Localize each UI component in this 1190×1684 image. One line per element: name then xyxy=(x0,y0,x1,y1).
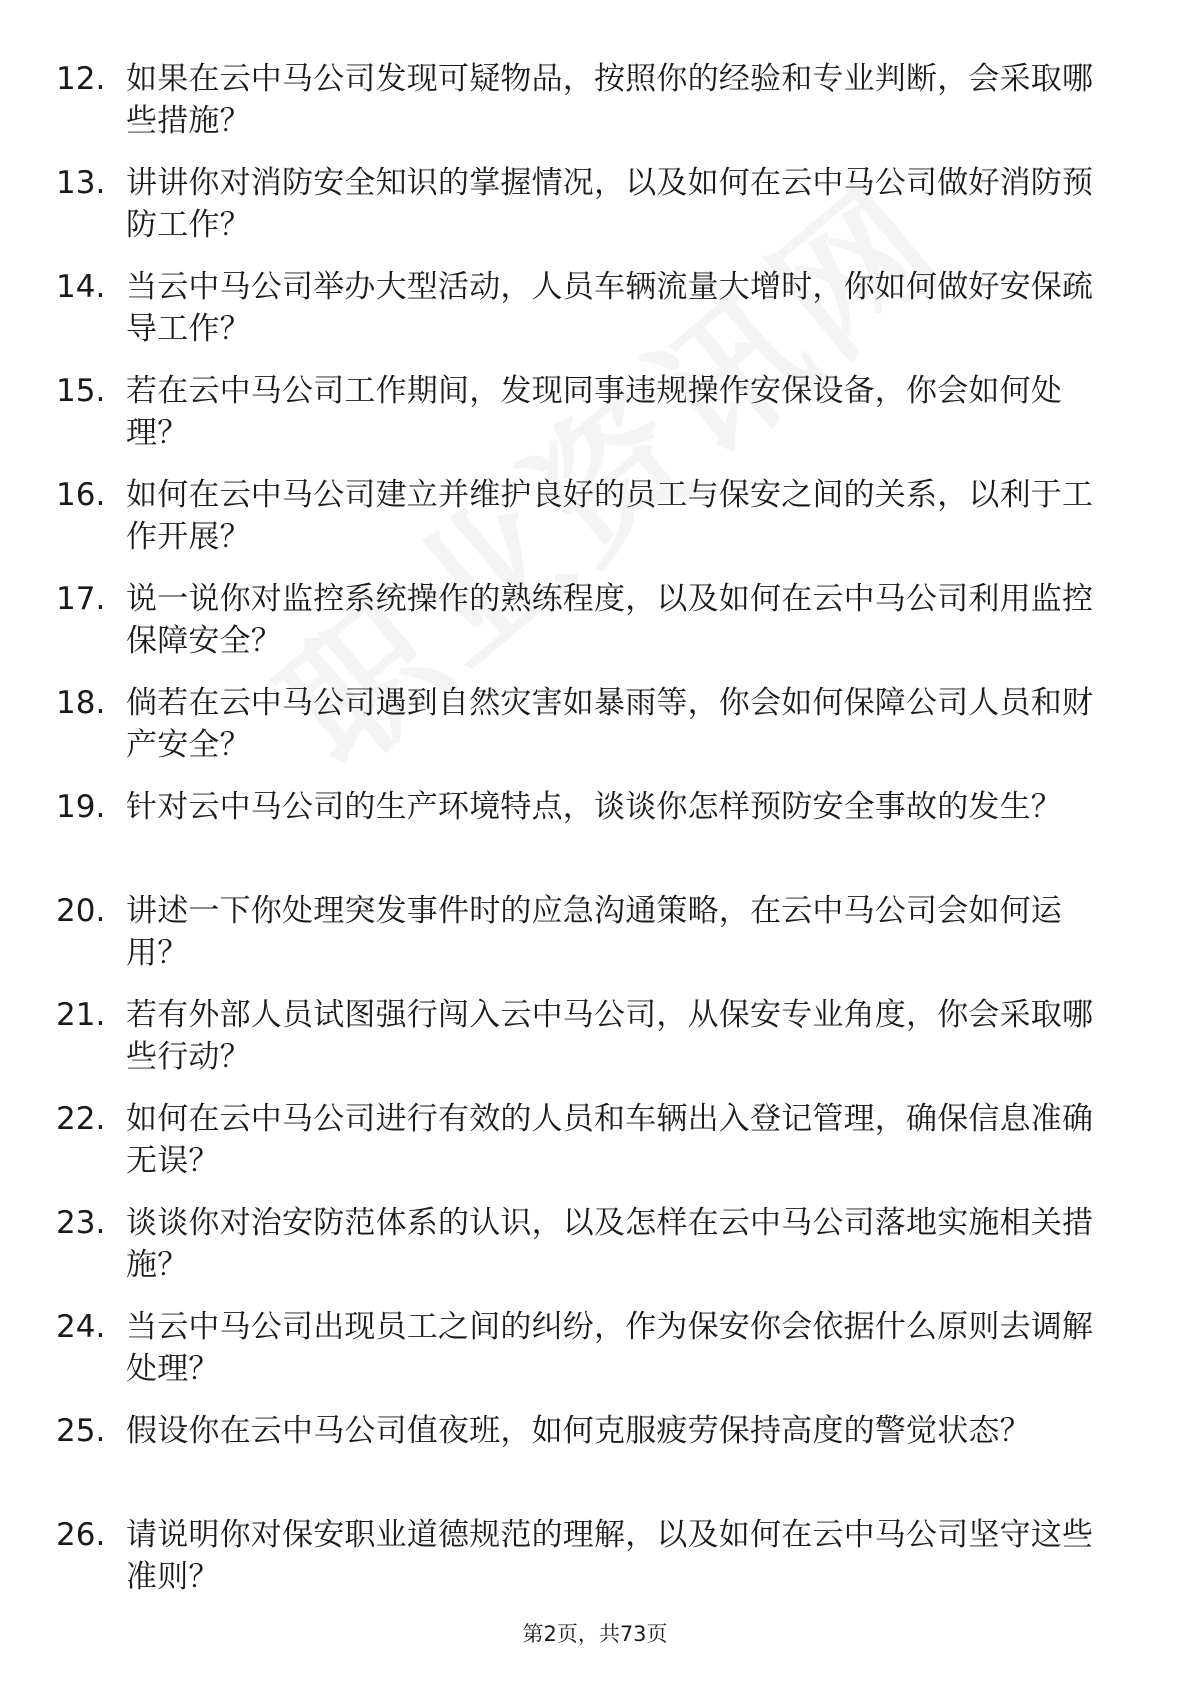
question-number: 24. xyxy=(56,1309,106,1345)
question-list xyxy=(56,48,1116,1608)
question-number: 18. xyxy=(56,685,106,721)
question-text: 若在云中马公司工作期间，发现同事违规操作安保设备，你会如何处理？ xyxy=(126,373,1062,451)
page-footer: 第2页，共73页 xyxy=(522,1622,668,1646)
question-text: 针对云中马公司的生产环境特点，谈谈你怎样预防安全事故的发生？ xyxy=(126,789,1062,825)
question-item xyxy=(56,1400,1116,1504)
question-number: 17. xyxy=(56,581,106,617)
question-number: 16. xyxy=(56,477,106,513)
question-item xyxy=(56,672,1116,776)
question-text: 如何在云中马公司建立并维护良好的员工与保安之间的关系，以利于工作开展？ xyxy=(126,477,1094,555)
question-item xyxy=(56,880,1116,984)
question-number: 19. xyxy=(56,789,106,825)
question-item xyxy=(56,256,1116,360)
question-item xyxy=(56,776,1116,880)
question-text: 谈谈你对治安防范体系的认识，以及怎样在云中马公司落地实施相关措施？ xyxy=(126,1205,1094,1283)
question-number: 25. xyxy=(56,1413,106,1449)
question-text: 当云中马公司出现员工之间的纠纷，作为保安你会依据什么原则去调解处理？ xyxy=(126,1309,1094,1387)
question-text: 如果在云中马公司发现可疑物品，按照你的经验和专业判断，会采取哪些措施？ xyxy=(126,61,1094,139)
question-item xyxy=(56,360,1116,464)
question-text: 请说明你对保安职业道德规范的理解，以及如何在云中马公司坚守这些准则？ xyxy=(126,1517,1094,1595)
question-item xyxy=(56,1296,1116,1400)
question-number: 12. xyxy=(56,61,106,97)
question-item xyxy=(56,152,1116,256)
question-text: 倘若在云中马公司遇到自然灾害如暴雨等，你会如何保障公司人员和财产安全？ xyxy=(126,685,1094,763)
question-text: 如何在云中马公司进行有效的人员和车辆出入登记管理，确保信息准确无误？ xyxy=(126,1101,1094,1179)
question-text: 假设你在云中马公司值夜班，如何克服疲劳保持高度的警觉状态？ xyxy=(126,1413,1031,1449)
question-item xyxy=(56,1504,1116,1608)
question-number: 15. xyxy=(56,373,106,409)
question-item xyxy=(56,1192,1116,1296)
question-number: 26. xyxy=(56,1517,106,1553)
question-number: 13. xyxy=(56,165,106,201)
question-number: 22. xyxy=(56,1101,106,1137)
question-item xyxy=(56,464,1116,568)
question-text: 讲讲你对消防安全知识的掌握情况，以及如何在云中马公司做好消防预防工作？ xyxy=(126,165,1094,243)
question-text: 说一说你对监控系统操作的熟练程度，以及如何在云中马公司利用监控保障安全？ xyxy=(126,581,1094,659)
question-number: 14. xyxy=(56,269,106,305)
question-item xyxy=(56,1088,1116,1192)
question-number: 23. xyxy=(56,1205,106,1241)
question-item xyxy=(56,984,1116,1088)
question-item xyxy=(56,568,1116,672)
question-number: 20. xyxy=(56,893,106,929)
question-item xyxy=(56,48,1116,152)
question-number: 21. xyxy=(56,997,106,1033)
question-text: 当云中马公司举办大型活动，人员车辆流量大增时，你如何做好安保疏导工作？ xyxy=(126,269,1094,347)
question-text: 若有外部人员试图强行闯入云中马公司，从保安专业角度，你会采取哪些行动？ xyxy=(126,997,1094,1075)
question-text: 讲述一下你处理突发事件时的应急沟通策略，在云中马公司会如何运用？ xyxy=(126,893,1062,971)
